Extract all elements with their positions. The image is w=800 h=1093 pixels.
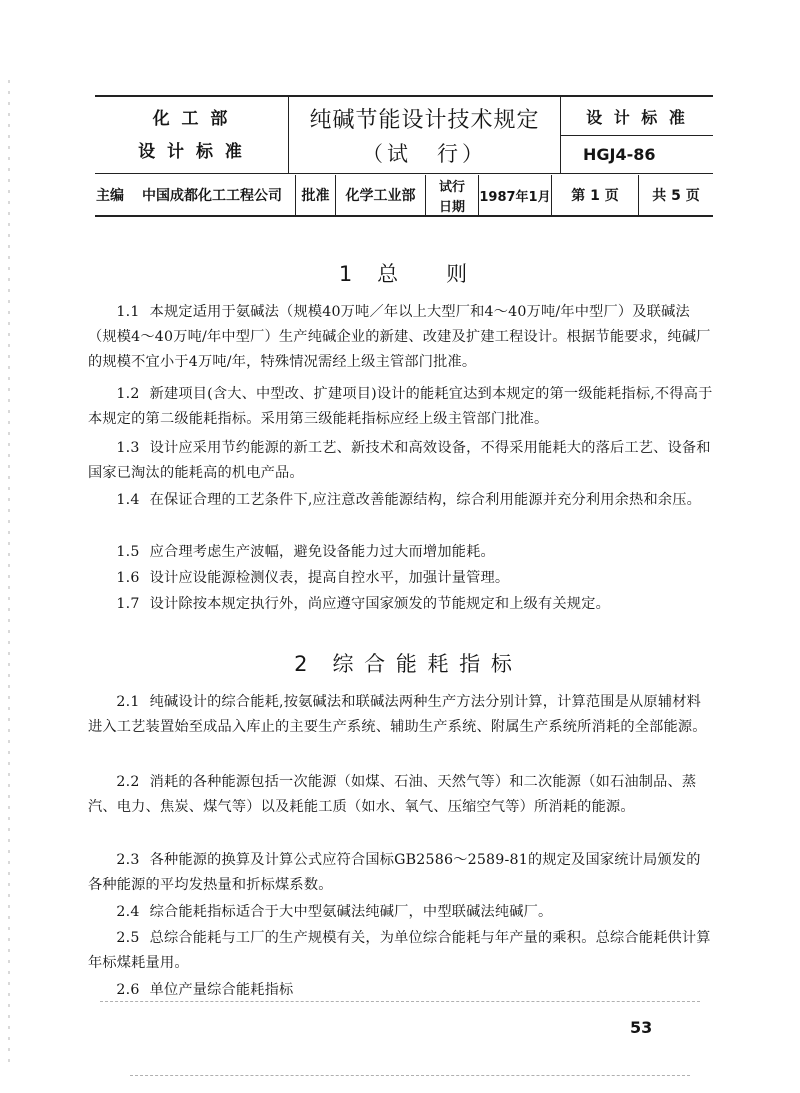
- paragraph-text: 单位产量综合能耗指标: [149, 982, 294, 998]
- total-pages: 共 5 页: [652, 188, 700, 204]
- doc-title: 纯碱节能设计技术规定: [309, 107, 540, 133]
- paragraph-text: 本规定适用于氨碱法（规模40万吨／年以上大型厂和4～40万吨/年中型厂）及联碱法（规模4～40万吨/年中型厂）生产纯碱企业的新建、改建及扩建工程设计。根据节能要求，纯碱厂的规模不宜小于4万吨/年，特殊情况需经上级主管部门批准。: [88, 304, 711, 370]
- paragraph-text: 总综合能耗与工厂的生产规模有关，为单位综合能耗与年产量的乘积。总综合能耗供计算年标煤耗量用。: [88, 930, 711, 971]
- paragraph-2-2: [88, 770, 713, 820]
- paragraph-number: 1.5: [116, 544, 140, 560]
- paragraph-1-2: [88, 382, 713, 432]
- paragraph-2-5: [88, 926, 713, 976]
- paragraph-1-6: [88, 566, 713, 591]
- paragraph-number: 1.3: [116, 440, 140, 456]
- paragraph-number: 2.5: [116, 930, 140, 946]
- page-number: 53: [630, 1018, 653, 1037]
- paragraph-1-1: [88, 300, 713, 375]
- paragraph-1-3: [88, 436, 713, 486]
- paragraph-number: 1.7: [116, 596, 140, 612]
- paragraph-number: 2.2: [116, 774, 140, 790]
- trial-date-label-1: 试行: [438, 179, 465, 195]
- paragraph-1-5: [88, 540, 713, 565]
- org-line-2: 设 计 标 准: [138, 141, 245, 162]
- paragraph-2-1: [88, 690, 713, 740]
- paragraph-2-6: [88, 978, 713, 1003]
- editor-label: 主编: [96, 188, 124, 204]
- paragraph-number: 2.3: [116, 852, 140, 868]
- paragraph-number: 1.2: [116, 386, 140, 402]
- paragraph-number: 2.6: [116, 982, 140, 998]
- scan-edge-noise: [8, 80, 10, 1070]
- paragraph-2-3: [88, 848, 713, 898]
- trial-date-label-2: 日期: [438, 199, 465, 215]
- standard-type: 设 计 标 准: [586, 107, 688, 127]
- paragraph-text: 综合能耗指标适合于大中型氨碱法纯碱厂，中型联碱法纯碱厂。: [149, 904, 553, 920]
- doc-title-trial: （试 行）: [362, 142, 487, 166]
- approve-value: 化学工业部: [345, 188, 416, 204]
- paragraph-2-4: [88, 900, 713, 925]
- scan-artifact-line: [100, 1001, 700, 1003]
- page-info: 第 1 页: [571, 188, 619, 204]
- paragraph-number: 1.6: [116, 570, 140, 586]
- org-line-1: 化 工 部: [152, 108, 231, 129]
- editor-value: 中国成都化工工程公司: [142, 188, 282, 204]
- paragraph-text: 设计应设能源检测仪表，提高自控水平，加强计量管理。: [149, 570, 510, 586]
- paragraph-text: 各种能源的换算及计算公式应符合国标GB2586～2589-81的规定及国家统计局颁发的各种能源的平均发热量和折标煤系数。: [88, 852, 701, 893]
- approve-label: 批准: [301, 188, 330, 204]
- standard-code: HGJ4-86: [583, 144, 656, 164]
- scan-artifact-line: [130, 1075, 690, 1077]
- trial-date-value: 1987年1月: [479, 189, 551, 205]
- header-table: [95, 95, 713, 217]
- paragraph-number: 2.4: [116, 904, 140, 920]
- paragraph-text: 应合理考虑生产波幅，避免设备能力过大而增加能耗。: [149, 544, 495, 560]
- paragraph-text: 设计应采用节约能源的新工艺、新技术和高效设备，不得采用能耗大的落后工艺、设备和国家已淘汰的能耗高的机电产品。: [88, 440, 711, 481]
- paragraph-number: 1.4: [116, 492, 140, 508]
- paragraph-text: 纯碱设计的综合能耗,按氨碱法和联碱法两种生产方法分别计算，计算范围是从原辅材料进入工艺装置始至成品入库止的主要生产系统、辅助生产系统、附属生产系统所消耗的全部能源。: [88, 694, 707, 735]
- paragraph-1-4: [88, 488, 713, 513]
- paragraph-number: 1.1: [116, 304, 140, 320]
- paragraph-text: 设计除按本规定执行外，尚应遵守国家颁发的节能规定和上级有关规定。: [149, 596, 610, 612]
- paragraph-text: 在保证合理的工艺条件下,应注意改善能源结构，综合利用能源并充分利用余热和余压。: [149, 492, 702, 508]
- paragraph-1-7: [88, 592, 713, 617]
- section-2-title: 2 综 合 能 耗 指 标: [294, 652, 514, 676]
- paragraph-number: 2.1: [116, 694, 140, 710]
- paragraph-text: 消耗的各种能源包括一次能源（如煤、石油、天然气等）和二次能源（如石油制品、蒸汽、电力、焦炭、煤气等）以及耗能工质（如水、氧气、压缩空气等）所消耗的能源。: [88, 774, 697, 815]
- paragraph-text: 新建项目(含大、中型改、扩建项目)设计的能耗宜达到本规定的第一级能耗指标,不得高于本规定的第二级能耗指标。采用第三级能耗指标应经上级主管部门批准。: [88, 386, 713, 427]
- section-1-title: 1 总 则: [338, 262, 470, 286]
